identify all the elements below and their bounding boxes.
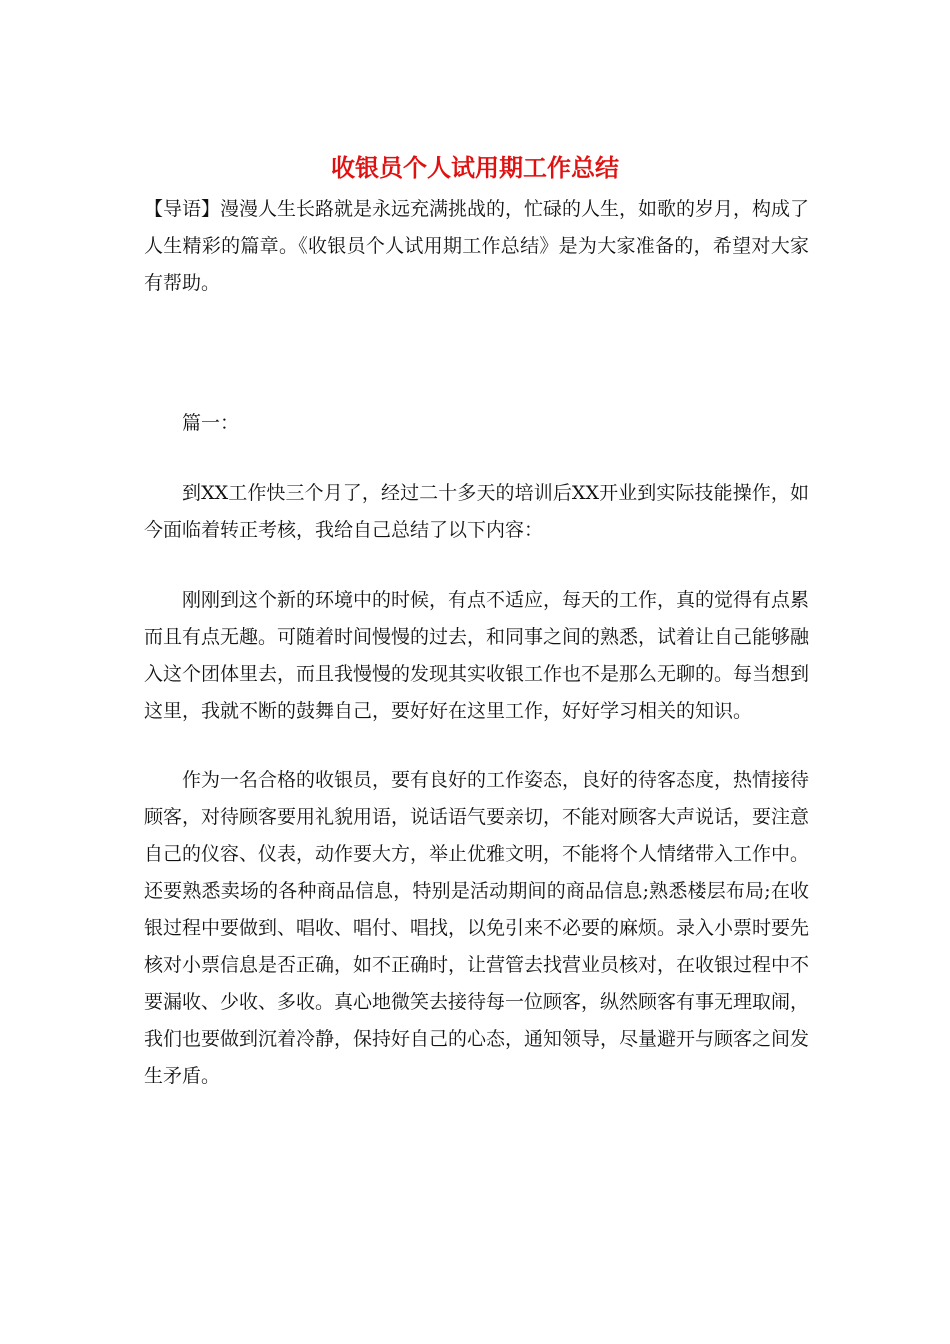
document-title: 收银员个人试用期工作总结 (331, 153, 619, 182)
section-label: 篇一： (182, 412, 240, 434)
body-paragraph-3: 作为一名合格的收银员，要有良好的工作姿态，良好的待客态度，热情接待顾客，对待顾客要用礼貌用语，说话语气要亲切，不能对顾客大声说话，要注意自己的仪容、仪表，动作要大方，举止优雅文明，不能将个人情绪带入工作中。还要熟悉卖场的各种商品信息，特别是活动期间的商品信息;熟悉楼层布局;在收银过程中要做到、唱收、唱付、唱找，以免引来不必要的麻烦。录入小票时要先核对小票信息是否正确，如不正确时，让营管去找营业员核对，在收银过程中不要漏收、少收、多收。真心地微笑去接待每一位顾客，纵然顾客有事无理取闹，我们也要做到沉着冷静，保持好自己的心态，通知领导，尽量避开与顾客之间发生矛盾。 (144, 769, 810, 1087)
body-paragraph-2: 刚刚到这个新的环境中的时候，有点不适应，每天的工作，真的觉得有点累而且有点无趣。可随着时间慢慢的过去，和同事之间的熟悉，试着让自己能够融入这个团体里去，而且我慢慢的发现其实收银工作也不是那么无聊的。每当想到这里，我就不断的鼓舞自己，要好好在这里工作，好好学习相关的知识。 (144, 589, 810, 722)
body-paragraph-1: 到XX工作快三个月了，经过二十多天的培训后XX开业到实际技能操作，如今面临着转正考核，我给自己总结了以下内容： (144, 482, 809, 541)
intro-paragraph: 【导语】漫漫人生长路就是永远充满挑战的，忙碌的人生，如歌的岁月，构成了人生精彩的篇章。《收银员个人试用期工作总结》是为大家准备的，希望对大家有帮助。 (144, 198, 810, 294)
